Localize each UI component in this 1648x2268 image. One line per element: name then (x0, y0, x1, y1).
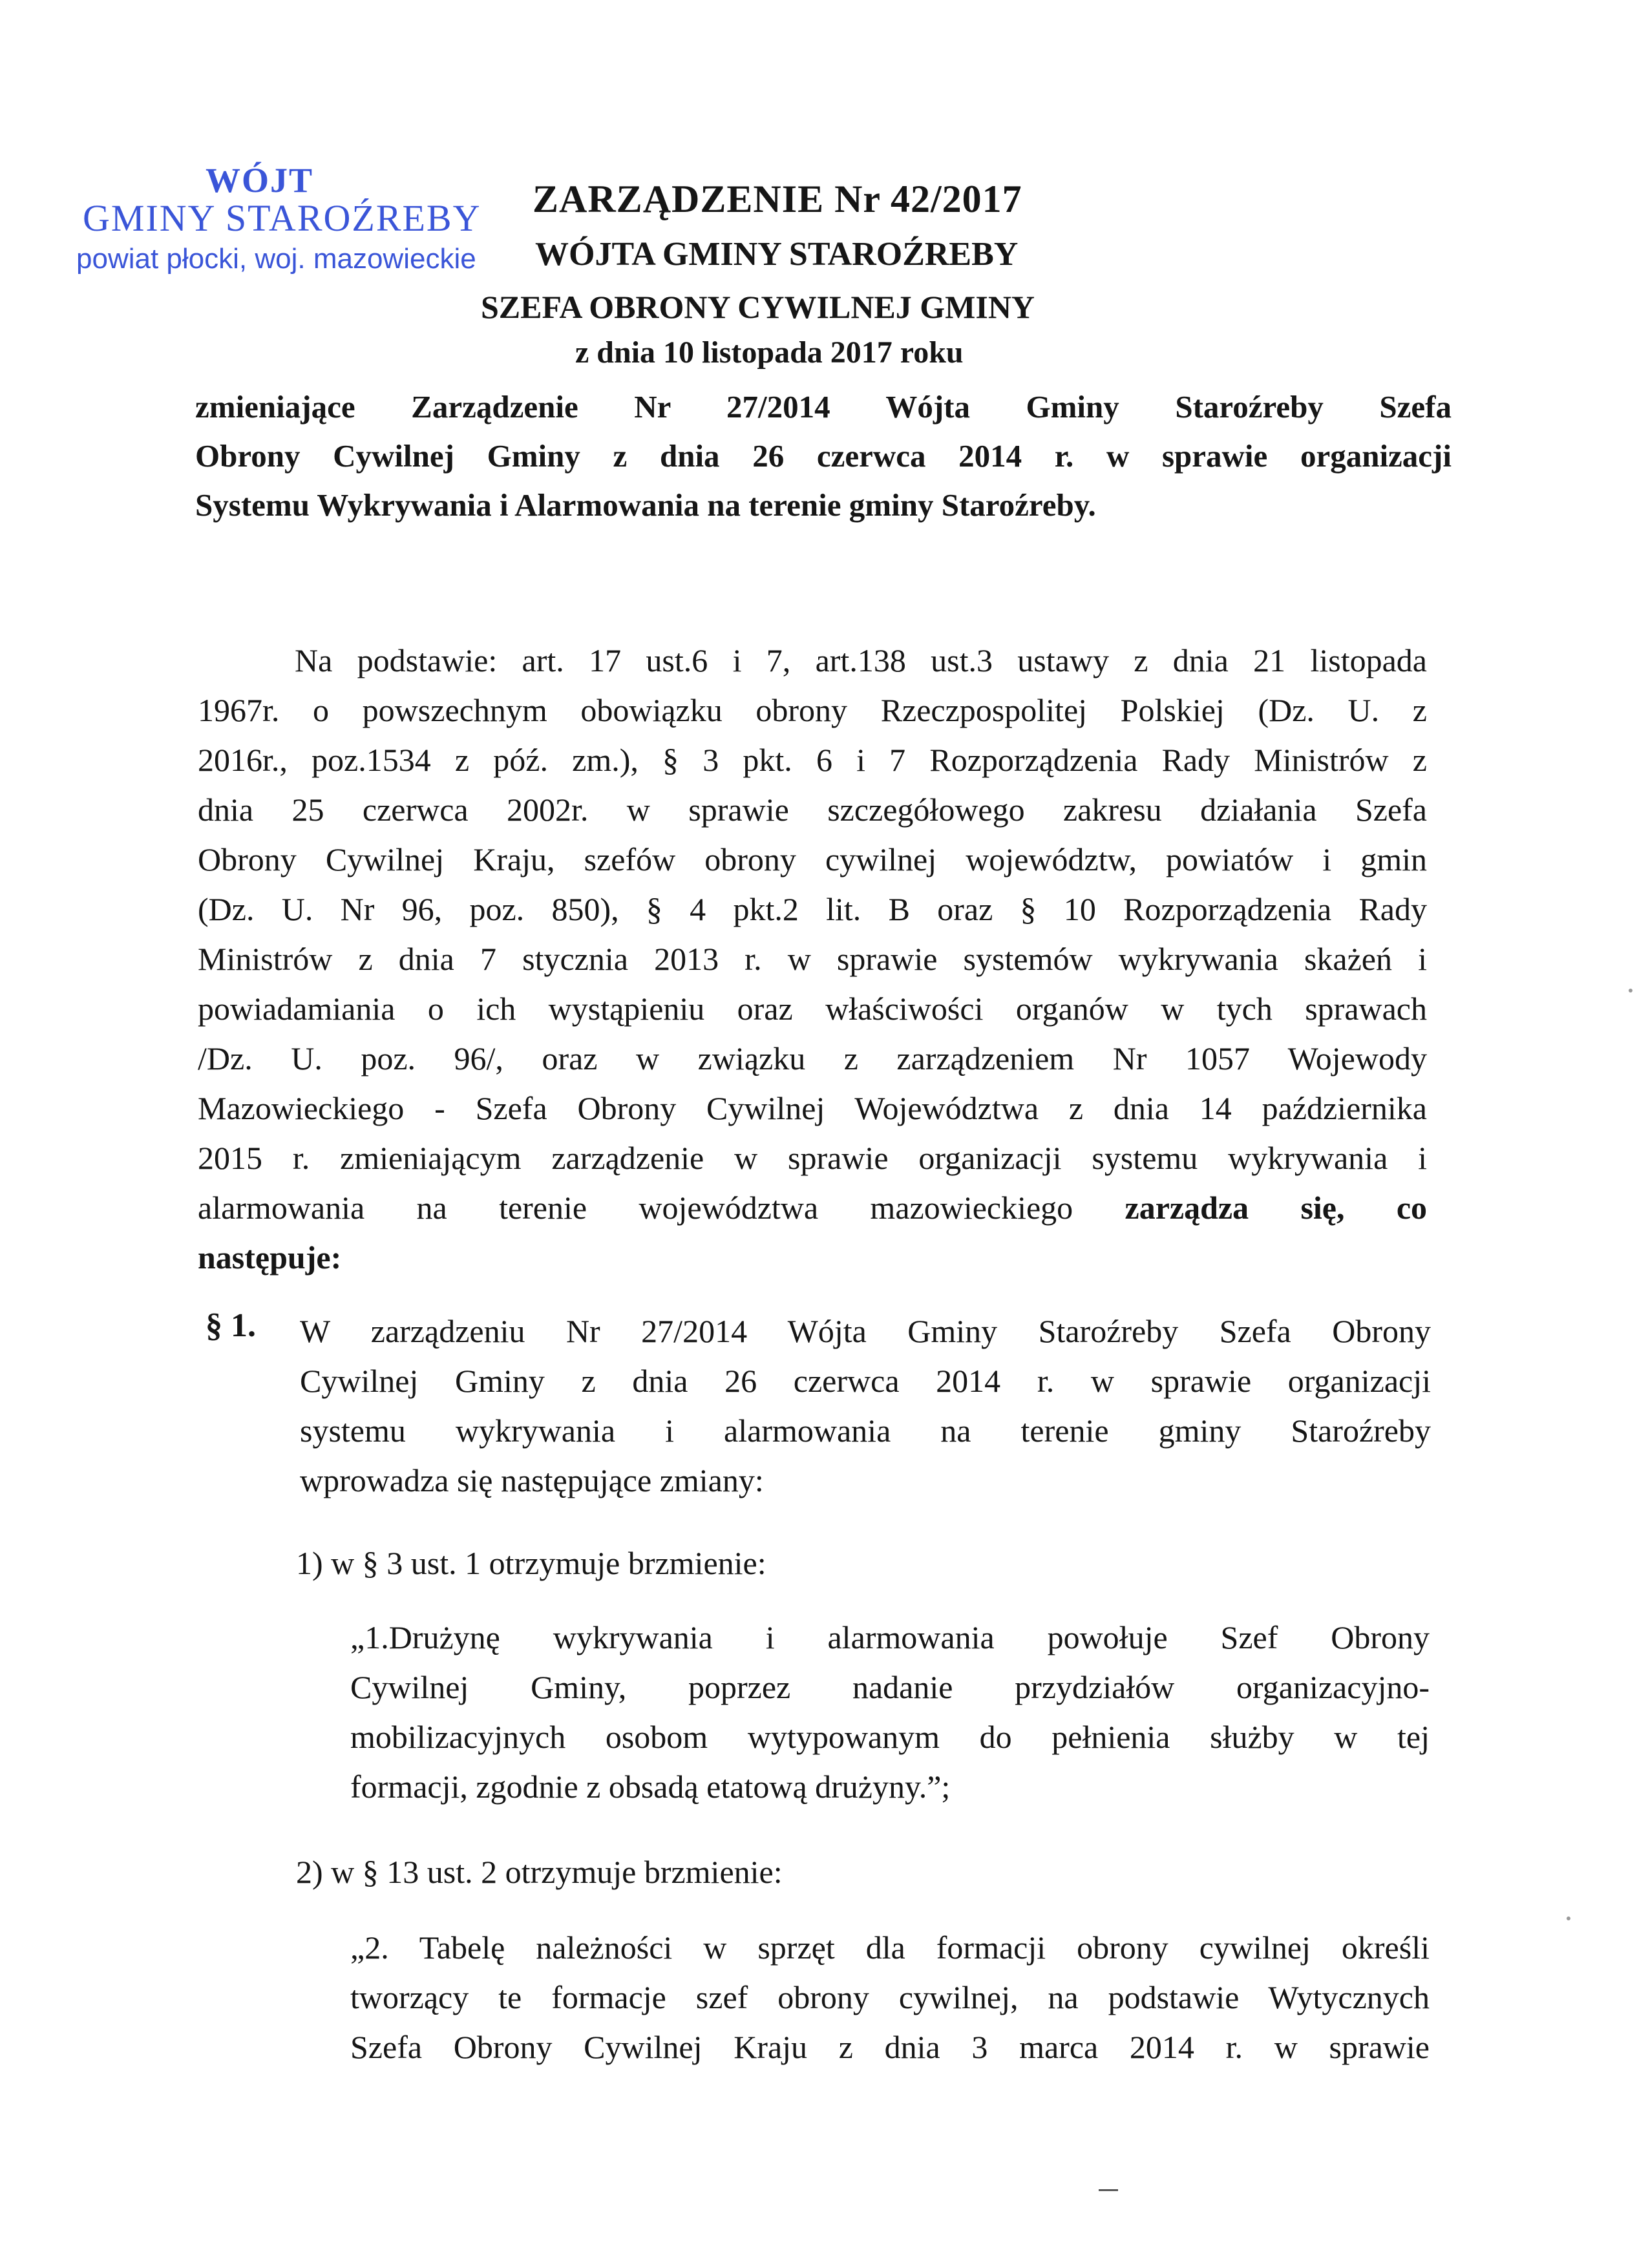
quote-line: tworzący te formacje szef obrony cywilnej, na podstawie Wytycznych (350, 1979, 1430, 2015)
section-line: wprowadza się następujące zmiany: (300, 1462, 764, 1498)
quote-line: Szefa Obrony Cywilnej Kraju z dnia 3 marca 2014 r. w sprawie (350, 2029, 1430, 2065)
quote-line: mobilizacyjnych osobom wytypowanym do pełnienia służby w tej (350, 1719, 1430, 1755)
document-title: ZARZĄDZENIE Nr 42/2017 (533, 178, 1022, 220)
amendment-quote (350, 1613, 1430, 1812)
document-date: z dnia 10 listopada 2017 roku (575, 335, 964, 370)
stamp-title: WÓJT (206, 161, 314, 200)
quote-line: „1.Drużynę wykrywania i alarmowania powołuje Szef Obrony (350, 1619, 1430, 1655)
preamble-emphasis: zarządza się, co (1125, 1190, 1428, 1226)
preamble-line: Mazowieckiego - Szefa Obrony Cywilnej Województwa z dnia 14 października (198, 1090, 1427, 1126)
preamble-emphasis-last: następuje: (198, 1239, 342, 1276)
document-issuer: WÓJTA GMINY STAROŹREBY (535, 236, 1019, 273)
section-number: § 1. (206, 1307, 256, 1344)
preamble-text: alarmowania na terenie województwa mazowieckiego (198, 1190, 1073, 1226)
preamble-line: 2016r., poz.1534 z póź. zm.), § 3 pkt. 6 i 7 Rozporządzenia Rady Ministrów z (198, 742, 1427, 778)
section-line: W zarządzeniu Nr 27/2014 Wójta Gminy Staroźreby Szefa Obrony (300, 1313, 1431, 1349)
preamble-line: Ministrów z dnia 7 stycznia 2013 r. w sprawie systemów wykrywania skażeń i (198, 941, 1427, 977)
document-subject (195, 383, 1452, 530)
preamble-line: Obrony Cywilnej Kraju, szefów obrony cywilnej województw, powiatów i gmin (198, 841, 1427, 877)
legal-basis-paragraph (198, 636, 1427, 1283)
scan-mark (1099, 2189, 1118, 2191)
subject-line: Obrony Cywilnej Gminy z dnia 26 czerwca 2014 r. w sprawie organizacji (195, 438, 1452, 474)
quote-line: formacji, zgodnie z obsadą etatową drużyny.”; (350, 1769, 951, 1805)
quote-line: „2. Tabelę należności w sprzęt dla formacji obrony cywilnej określi (350, 1929, 1430, 1966)
subject-line: zmieniające Zarządzenie Nr 27/2014 Wójta Gminy Staroźreby Szefa (195, 389, 1452, 425)
amendment-quote (350, 1923, 1430, 2072)
stamp-region: powiat płocki, woj. mazowieckie (76, 243, 476, 275)
section-line: systemu wykrywania i alarmowania na terenie gminy Staroźreby (300, 1412, 1431, 1449)
preamble-line: Na podstawie: art. 17 ust.6 i 7, art.138 ust.3 ustawy z dnia 21 listopada (295, 642, 1427, 678)
stamp-municipality: GMINY STAROŹREBY (83, 197, 481, 239)
amendment-item-label: 2) w § 13 ust. 2 otrzymuje brzmienie: (296, 1854, 783, 1890)
preamble-line: 2015 r. zmieniającym zarządzenie w sprawie organizacji systemu wykrywania i (198, 1140, 1427, 1176)
section-line: Cywilnej Gminy z dnia 26 czerwca 2014 r. w sprawie organizacji (300, 1363, 1431, 1399)
preamble-line: /Dz. U. poz. 96/, oraz w związku z zarządzeniem Nr 1057 Wojewody (198, 1040, 1427, 1076)
scan-speck (1567, 1916, 1570, 1920)
preamble-line (198, 1183, 1427, 1233)
preamble-line (198, 1233, 1427, 1283)
preamble-line: 1967r. o powszechnym obowiązku obrony Rzeczpospolitej Polskiej (Dz. U. z (198, 692, 1427, 728)
amendment-item-label: 1) w § 3 ust. 1 otrzymuje brzmienie: (296, 1545, 766, 1581)
preamble-line: (Dz. U. Nr 96, poz. 850), § 4 pkt.2 lit. B oraz § 10 Rozporządzenia Rady (198, 891, 1427, 927)
subject-line: Systemu Wykrywania i Alarmowania na terenie gminy Staroźreby. (195, 487, 1096, 523)
preamble-line: powiadamiania o ich wystąpieniu oraz właściwości organów w tych sprawach (198, 991, 1427, 1027)
preamble-line: dnia 25 czerwca 2002r. w sprawie szczegółowego zakresu działania Szefa (198, 792, 1427, 828)
quote-line: Cywilnej Gminy, poprzez nadanie przydziałów organizacyjno- (350, 1669, 1430, 1705)
scan-speck (1629, 989, 1632, 992)
section-body (300, 1307, 1431, 1506)
document-issuer-role: SZEFA OBRONY CYWILNEJ GMINY (481, 289, 1035, 325)
